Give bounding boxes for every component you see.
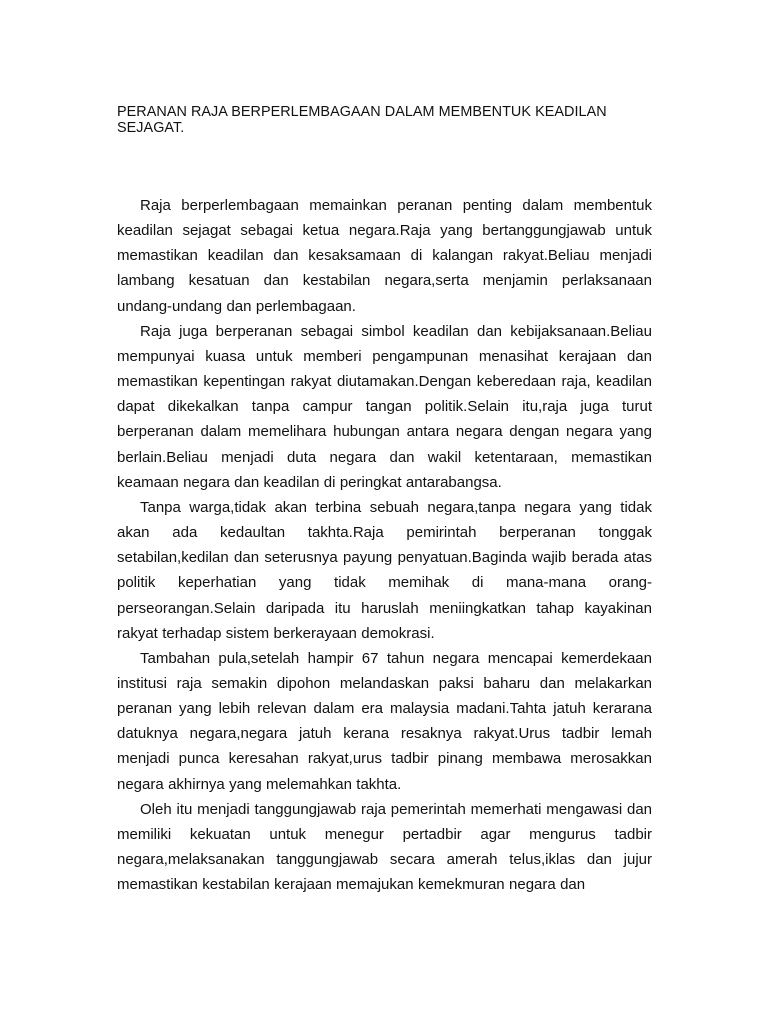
paragraph-2: Raja juga berperanan sebagai simbol keadilan dan kebijaksanaan.Beliau mempunyai kuasa untuk memberi pengampunan menasihat kerajaan dan memastikan kepentingan rakyat diutamakan.Dengan keberedaan raja, keadilan dapat dikekalkan tanpa campur tangan politik.Selain itu,raja juga turut berperanan dalam memelihara hubungan antara negara dengan negara yang berlain.Beliau menjadi duta negara dan wakil ketentaraan, memastikan keamaan negara dan keadilan di peringkat antarabangsa. (117, 322, 652, 491)
document-title: PERANAN RAJA BERPERLEMBAGAAN DALAM MEMBENTUK KEADILAN SEJAGAT. (117, 104, 607, 136)
paragraph-5: Oleh itu menjadi tanggungjawab raja pemerintah memerhati mengawasi dan memiliki kekuatan untuk menegur pertadbir agar mengurus tadbir negara,melaksanakan tanggungjawab secara amerah telus,iklas dan jujur memastikan kestabilan kerajaan memajukan kemekmuran negara dan (117, 800, 652, 894)
paragraph-4: Tambahan pula,setelah hampir 67 tahun negara mencapai kemerdekaan institusi raja semakin dipohon melandaskan paksi baharu dan melakarkan peranan yang lebih relevan dalam era malaysia madani.Tahta jatuh kerarana datuknya negara,negara jatuh kerana resaknya rakyat.Urus tadbir lemah menjadi punca keresahan rakyat,urus tadbir pinang membawa merosakkan negara akhirnya yang melemahkan takhta. (117, 649, 652, 793)
paragraph-1: Raja berperlembagaan memainkan peranan penting dalam membentuk keadilan sejagat sebagai ketua negara.Raja yang bertanggungjawab untuk memastikan keadilan dan kesaksamaan di kalangan rakyat.Beliau menjadi lambang kesatuan dan kestabilan negara,serta menjamin perlaksanaan undang-undang dan perlembagaan. (117, 197, 652, 315)
document-page (117, 104, 652, 894)
paragraph-3: Tanpa warga,tidak akan terbina sebuah negara,tanpa negara yang tidak akan ada kedaultan takhta.Raja pemirintah berperanan tonggak setabilan,kedilan dan seterusnya payung penyatuan.Baginda wajib berada atas politik keperhatian yang tidak memihak di mana-mana orang-perseorangan.Selain daripada itu haruslah meniingkatkan tahap kayakinan rakyat terhadap sistem berkerayaan demokrasi. (117, 498, 652, 642)
document-body (117, 193, 652, 897)
